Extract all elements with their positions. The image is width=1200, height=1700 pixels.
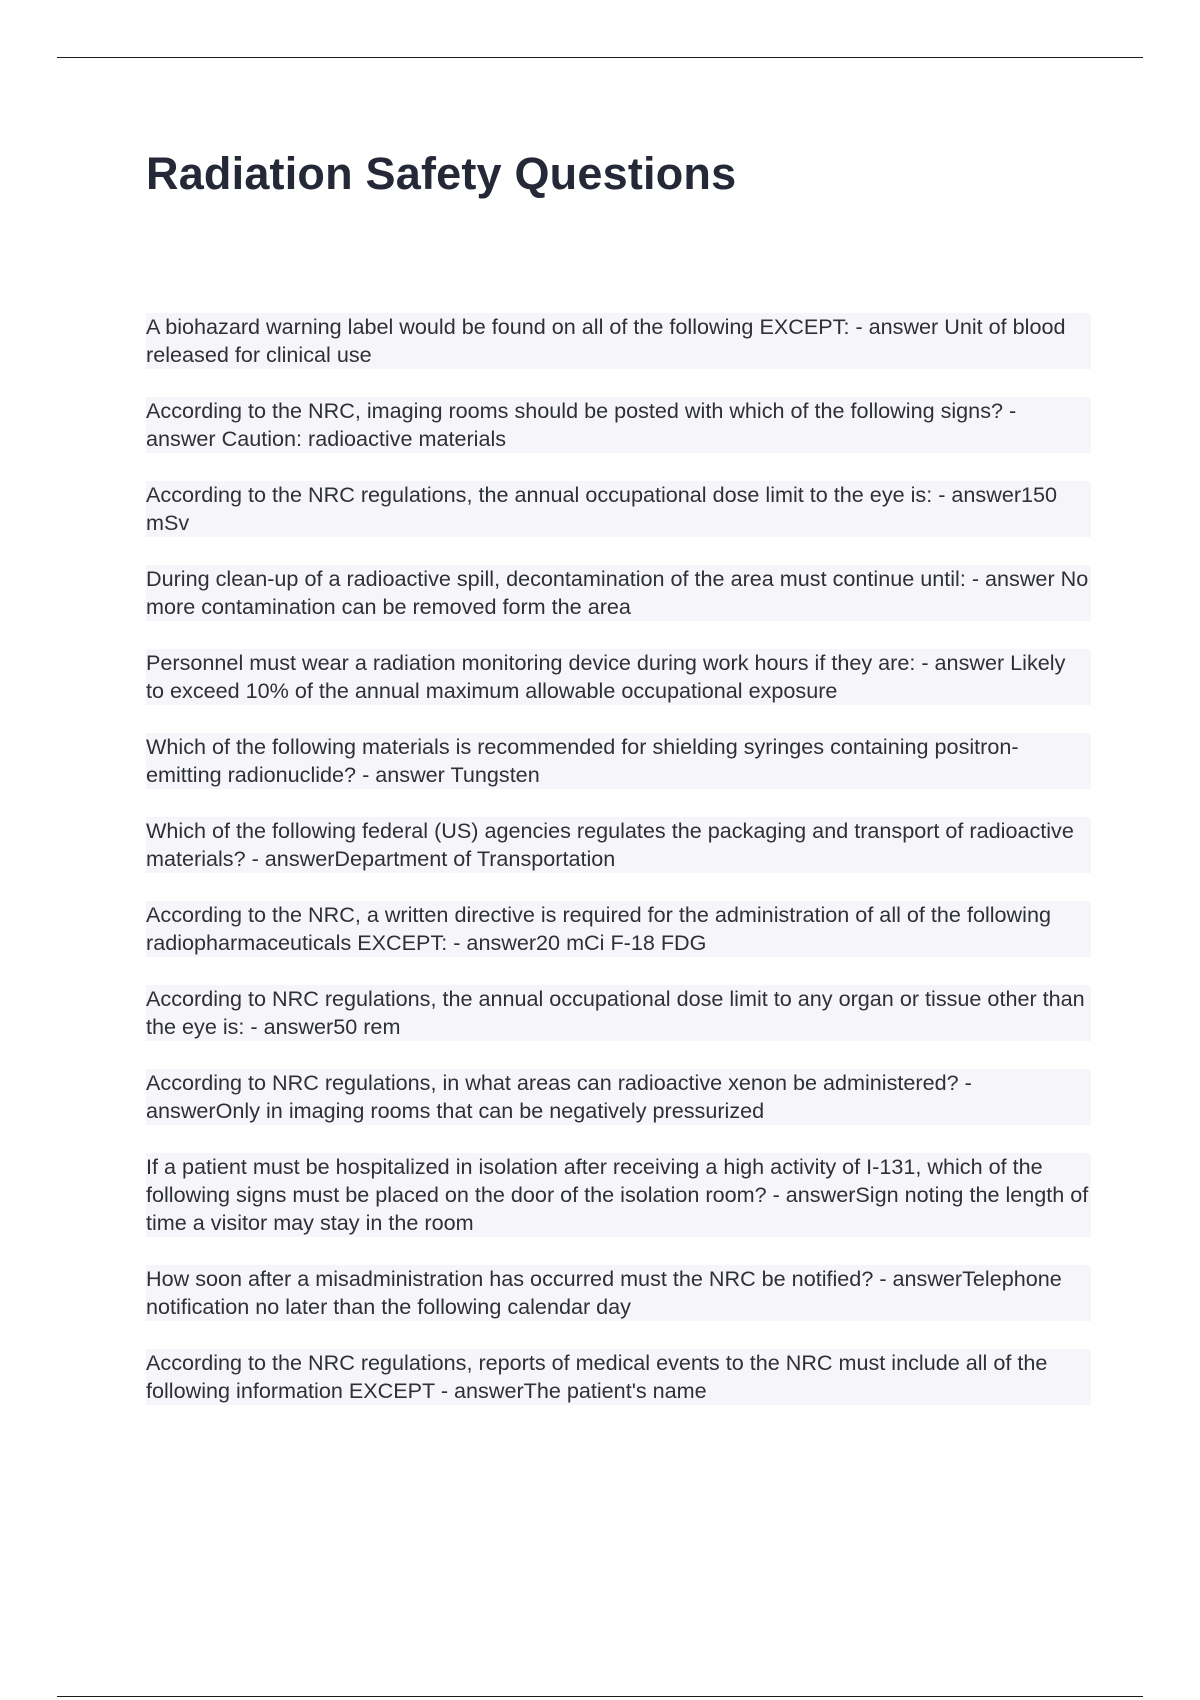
question-answer-item: According to the NRC, imaging rooms should be posted with which of the following signs? - answer Caution: radioactive materials: [146, 397, 1091, 453]
bottom-rule: [57, 1696, 1143, 1697]
question-answer-item: According to the NRC regulations, the annual occupational dose limit to the eye is: - answer150 mSv: [146, 481, 1091, 537]
top-rule: [57, 57, 1143, 58]
question-answer-item: According to the NRC, a written directive is required for the administration of all of the following radiopharmaceuticals EXCEPT: - answer20 mCi F-18 FDG: [146, 901, 1091, 957]
question-answer-item: Personnel must wear a radiation monitoring device during work hours if they are: - answer Likely to exceed 10% of the annual maximum allowable occupational exposure: [146, 649, 1091, 705]
question-list: [146, 313, 1091, 1433]
question-answer-item: According to NRC regulations, the annual occupational dose limit to any organ or tissue other than the eye is: - answer50 rem: [146, 985, 1091, 1041]
question-answer-item: According to NRC regulations, in what areas can radioactive xenon be administered? - answerOnly in imaging rooms that can be negatively pressurized: [146, 1069, 1091, 1125]
question-answer-item: How soon after a misadministration has occurred must the NRC be notified? - answerTelephone notification no later than the following calendar day: [146, 1265, 1091, 1321]
question-answer-item: Which of the following materials is recommended for shielding syringes containing positron-emitting radionuclide? - answer Tungsten: [146, 733, 1091, 789]
page-title: Radiation Safety Questions: [146, 148, 737, 199]
question-answer-item: A biohazard warning label would be found on all of the following EXCEPT: - answer Unit of blood released for clinical use: [146, 313, 1091, 369]
question-answer-item: According to the NRC regulations, reports of medical events to the NRC must include all of the following information EXCEPT - answerThe patient's name: [146, 1349, 1091, 1405]
question-answer-item: During clean-up of a radioactive spill, decontamination of the area must continue until: - answer No more contamination can be removed form the area: [146, 565, 1091, 621]
question-answer-item: If a patient must be hospitalized in isolation after receiving a high activity of I-131, which of the following signs must be placed on the door of the isolation room? - answerSign noting the length of time a visitor may stay in the room: [146, 1153, 1091, 1237]
question-answer-item: Which of the following federal (US) agencies regulates the packaging and transport of radioactive materials? - answerDepartment of Transportation: [146, 817, 1091, 873]
